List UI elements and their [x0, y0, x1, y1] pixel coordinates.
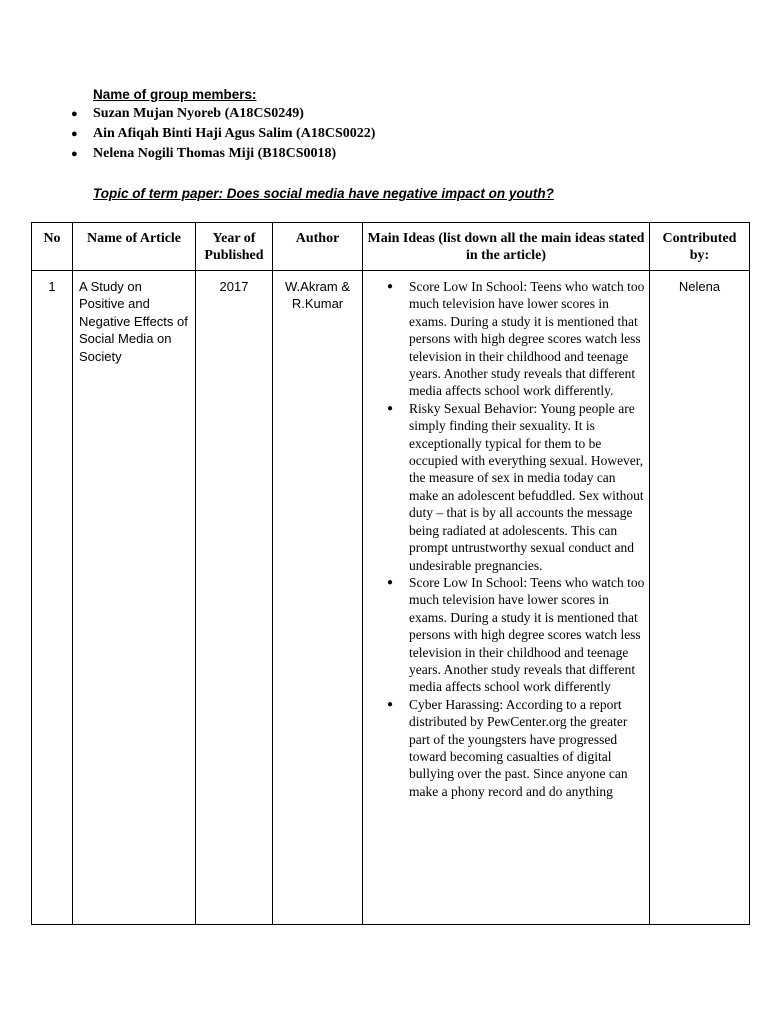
- group-member-item: [0, 124, 375, 144]
- group-member-item: [0, 144, 375, 164]
- term-paper-topic: Topic of term paper: Does social media have negative impact on youth?: [93, 186, 554, 201]
- header-main-ideas: Main Ideas (list down all the main ideas stated in the article): [363, 223, 650, 271]
- group-member-name: Suzan Mujan Nyoreb (A18CS0249): [93, 106, 304, 121]
- main-ideas-list: [363, 278, 649, 800]
- bullet-icon: ●: [71, 148, 78, 160]
- header-contributed-by: Contributed by:: [650, 223, 750, 271]
- header-no: No: [32, 223, 73, 271]
- idea-text: Cyber Harassing: According to a report distributed by PewCenter.org the greater part of the youngsters have progressed toward becoming casualties of digital bullying over the past. Since anyone can make a phony record and do anything: [409, 696, 628, 799]
- bullet-icon: ●: [387, 698, 394, 710]
- group-member-name: Ain Afiqah Binti Haji Agus Salim (A18CS0022): [93, 126, 376, 141]
- list-item: [363, 400, 649, 574]
- header-author: Author: [273, 223, 363, 271]
- articles-table: [31, 222, 750, 925]
- idea-text: Risky Sexual Behavior: Young people are simply finding their sexuality. It is exceptionally typical for them to be occupied with everything sexual. However, the measure of sex in media today can make an adolescent befuddled. Sex without duty – that is by all accounts the message being radiated at adolescents. This can prompt untrustworthy sexual conduct and undesirable pregnancies.: [409, 400, 644, 573]
- list-item: [363, 574, 649, 696]
- header-article-name: Name of Article: [73, 223, 196, 271]
- cell-contributed-by: Nelena: [650, 271, 750, 925]
- cell-author: W.Akram & R.Kumar: [273, 271, 363, 925]
- bullet-icon: ●: [387, 576, 394, 588]
- table-header-row: [32, 223, 750, 271]
- cell-year: 2017: [196, 271, 273, 925]
- header-year: Year of Published: [196, 223, 273, 271]
- group-members-heading: Name of group members:: [93, 87, 257, 102]
- group-member-item: [0, 104, 375, 124]
- idea-text: Score Low In School: Teens who watch too much television have lower scores in exams. During a study it is mentioned that persons with high degree scores watch less television in their childhood and teenage years. Another study reveals that different media affects school work differently: [409, 574, 645, 695]
- bullet-icon: ●: [71, 128, 78, 140]
- group-member-name: Nelena Nogili Thomas Miji (B18CS0018): [93, 146, 337, 161]
- idea-text: Score Low In School: Teens who watch too much television have lower scores in exams. During a study it is mentioned that persons with high degree scores watch less television in their childhood and teenage years. Another study reveals that different media affects school work differently.: [409, 279, 645, 399]
- list-item: [363, 696, 649, 800]
- cell-article-name: A Study on Positive and Negative Effects of Social Media on Society: [73, 271, 196, 925]
- cell-main-ideas: [363, 271, 650, 925]
- cell-no: 1: [32, 271, 73, 925]
- group-members-list: [0, 104, 375, 164]
- table-row: [32, 271, 750, 925]
- bullet-icon: ●: [71, 108, 78, 120]
- bullet-icon: ●: [387, 402, 394, 414]
- bullet-icon: ●: [387, 281, 394, 292]
- list-item: [363, 278, 649, 400]
